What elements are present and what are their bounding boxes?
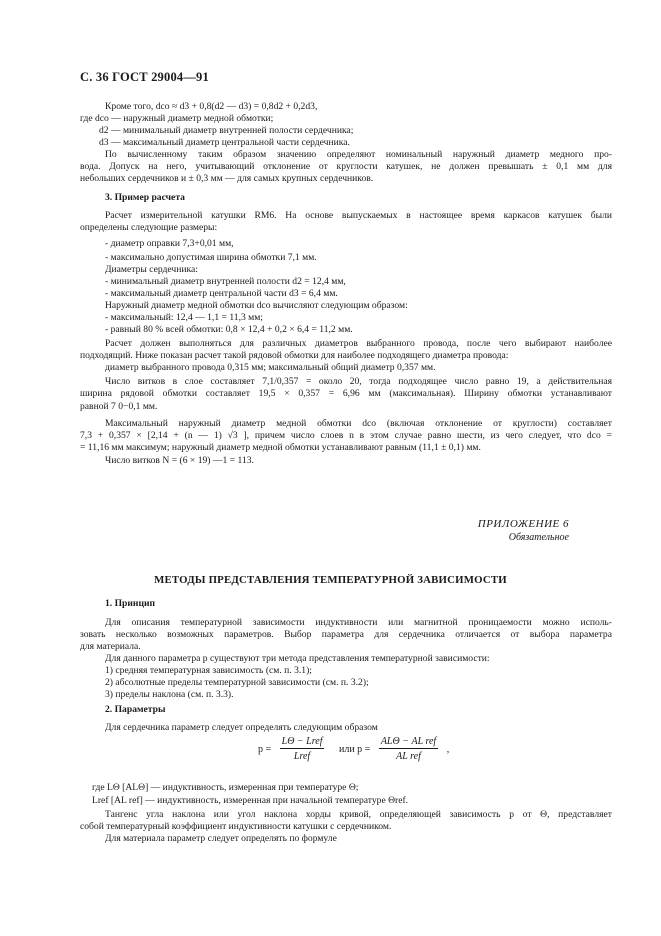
parameters-p2-line-2: собой температурный коэффициент индуктивности катушки с сердечником.: [80, 821, 392, 832]
parameters-p1: Для сердечника параметр следует определять следующим образом: [105, 722, 378, 733]
formula-fraction-1: [280, 736, 325, 762]
formula-tail: ,: [446, 743, 450, 755]
example-item-3: Диаметры сердечника:: [105, 264, 198, 275]
principle-list-2: 2) абсолютные пределы температурной зависимости (см. п. 3.2);: [105, 677, 369, 688]
principle-p1-line-3: для материала.: [80, 641, 141, 652]
formula-denominator-2: AL ref: [396, 751, 421, 762]
parameters-p3: Для материала параметр следует определять по формуле: [105, 833, 337, 844]
example-p4-line-2: 7,3 + 0,357 × [2,14 + (n — 1) √3 ], причем число слоев n в этом случае равно шести, из чего следует, что dсо =: [80, 430, 612, 441]
example-p4-line-3: = 11,16 мм максимум; наружный диаметр медной обмотки устанавливают равным (11,1 ± 0,1) мм.: [80, 442, 481, 453]
example-heading: 3. Пример расчета: [105, 192, 185, 203]
formula-mid: или p =: [338, 743, 371, 755]
intro-formula-line: Кроме того, dсо ≈ d3 + 0,8(d2 — d3) = 0,8d2 + 0,2d3,: [105, 101, 318, 112]
section-title: МЕТОДЫ ПРЕДСТАВЛЕНИЯ ТЕМПЕРАТУРНОЙ ЗАВИСИМОСТИ: [154, 574, 507, 586]
example-item-6: Наружный диаметр медной обмотки dсо вычисляют следующим образом:: [105, 300, 408, 311]
example-item-4: - минимальный диаметр внутренней полости d2 = 12,4 мм,: [105, 276, 346, 287]
example-p4-line-4: Число витков N = (6 × 19) —1 = 113.: [105, 455, 254, 466]
principle-list-3: 3) пределы наклона (см. п. 3.3).: [105, 689, 234, 700]
parameters-where-2: Lref [AL ref] — индуктивность, измеренная при начальной температуре Θref.: [92, 795, 409, 806]
formula-fraction-2: [379, 736, 438, 762]
page-header: С. 36 ГОСТ 29004—91: [80, 70, 209, 84]
example-item-8: - равный 80 % всей обмотки: 0,8 × 12,4 + 0,2 × 6,4 = 11,2 мм.: [105, 324, 353, 335]
appendix-title: ПРИЛОЖЕНИЕ 6: [477, 518, 569, 530]
example-p3-line-2: ширина рядовой обмотки составляет 19,5 × 0,357 = 6,96 мм (максимальная). Ширину обмотки устанавливают: [80, 388, 612, 399]
example-item-2: - максимально допустимая ширина обмотки 7,1 мм.: [105, 252, 317, 263]
appendix-status: Обязательное: [508, 532, 569, 543]
intro-where-1: где dсо — наружный диаметр медной обмотки;: [80, 113, 274, 124]
example-item-7: - максимальный: 12,4 — 1,1 = 11,3 мм;: [105, 312, 263, 323]
parameter-formula: [256, 736, 451, 772]
intro-para-line-1: По вычисленному таким образом значению определяют номинальный наружный диаметр медного про-: [105, 149, 612, 160]
parameters-p2-line-1: Тангенс угла наклона или угол наклона хорды кривой, определяющей зависимость p от Θ, представляет: [105, 809, 612, 820]
example-p4-line-1: Максимальный наружный диаметр медной обмотки dсо (включая отклонение от круглости) составляет: [105, 418, 612, 429]
example-p3-line-3: равной 7 0−0,1 мм.: [80, 401, 158, 412]
example-item-5: - максимальный диаметр центральной части d3 = 6,4 мм.: [105, 288, 338, 299]
principle-p2: Для данного параметра p существуют три метода представления температурной зависимости:: [105, 653, 490, 664]
example-p3-line-1: Число витков в слое составляет 7,1/0,357 = около 20, тогда подходящее число равно 19, а действительная: [105, 376, 612, 387]
principle-list-1: 1) средняя температурная зависимость (см. п. 3.1);: [105, 665, 312, 676]
principle-heading: 1. Принцип: [105, 598, 156, 609]
intro-para-line-3: небольших сердечников и ± 0,3 мм — для самых крупных сердечников.: [80, 173, 374, 184]
formula-numerator-2: ALΘ − AL ref: [380, 736, 437, 747]
example-p1-line-1: Расчет измерительной катушки RM6. На основе выпускаемых в настоящее время каркасов катушек были: [105, 210, 612, 221]
intro-para-line-2: вода. Допуск на него, учитывающий отклонение от круглости катушек, не должен превышать ± 0,1 мм для: [80, 161, 612, 172]
example-p2-line-2: подходящий. Ниже показан расчет такой рядовой обмотки для наиболее подходящего диаметра провода:: [80, 350, 509, 361]
formula-denominator-1: Lref: [293, 751, 311, 762]
formula-lhs-1: p =: [258, 743, 272, 755]
intro-where-2: d2 — минимальный диаметр внутренней полости сердечника;: [99, 125, 354, 136]
example-p2-line-1: Расчет должен выполняться для различных диаметров выбранного провода, после чего выбирают наиболее: [105, 338, 612, 349]
parameters-where-1: где LΘ [ALΘ] — индуктивность, измеренная при температуре Θ;: [92, 782, 359, 793]
appendix-label: [478, 518, 569, 544]
formula-numerator-1: LΘ − Lref: [281, 736, 323, 747]
example-p2-line-3: диаметр выбранного провода 0,315 мм; максимальный общий диаметр 0,357 мм.: [105, 362, 436, 373]
example-item-1: - диаметр оправки 7,3+0,01 мм,: [105, 238, 234, 249]
example-p1-line-2: определены следующие размеры:: [80, 222, 218, 233]
intro-where-3: d3 — максимальный диаметр центральной части сердечника.: [99, 137, 350, 148]
principle-p1-line-2: зовать несколько возможных параметров. Выбор параметра для сердечника отличается от выбора параметра: [80, 629, 612, 640]
principle-p1-line-1: Для описания температурной зависимости индуктивности или магнитной проницаемости можно исполь-: [105, 617, 612, 628]
parameters-heading: 2. Параметры: [105, 704, 166, 715]
